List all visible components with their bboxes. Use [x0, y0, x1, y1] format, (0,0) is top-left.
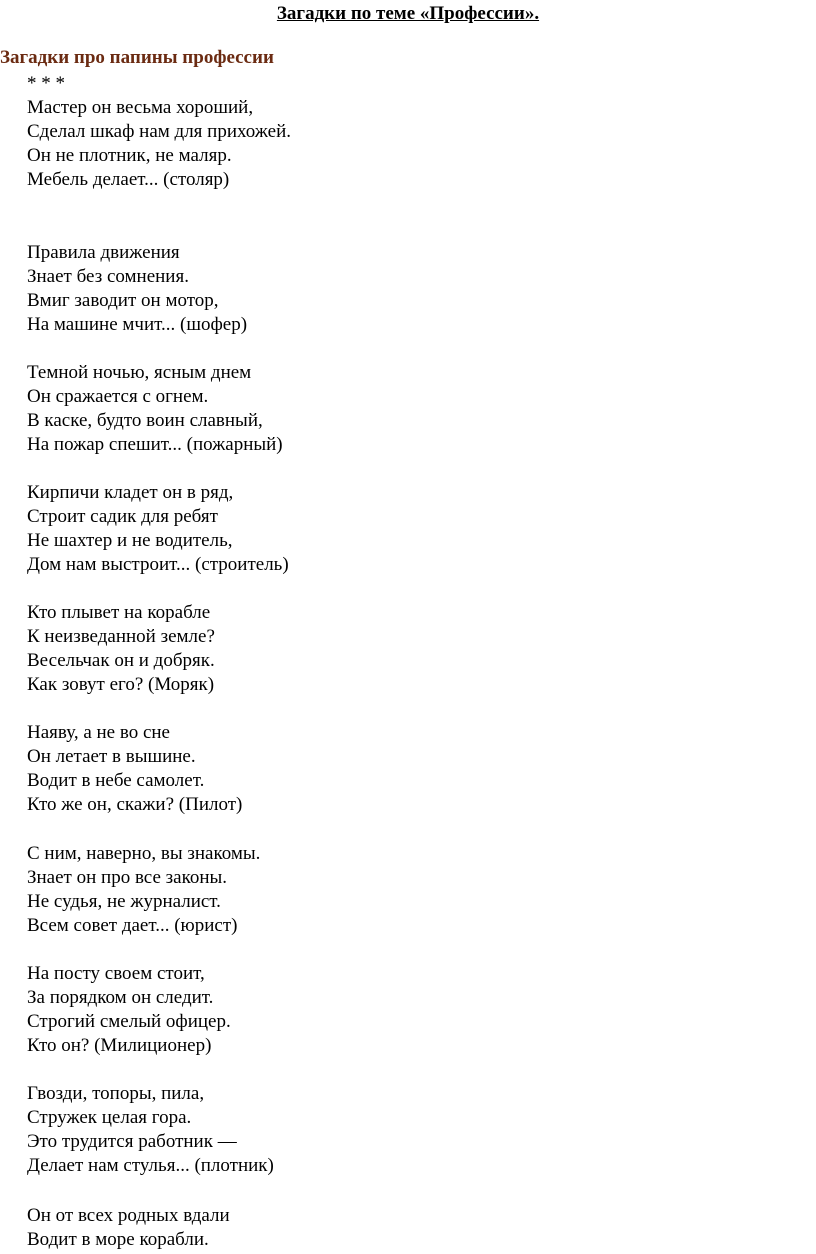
riddle-line: За порядком он следит.: [27, 987, 214, 1008]
riddle-builder: [27, 481, 289, 577]
riddle-carpenter: [27, 1082, 274, 1178]
riddle-line: Стружек целая гора.: [27, 1107, 192, 1128]
riddle-line: Как зовут его? (Моряк): [27, 674, 215, 695]
riddle-line: Весельчак он и добряк.: [27, 650, 215, 671]
riddle-line: Водит в море корабли.: [27, 1229, 209, 1250]
riddle-police-officer: [27, 962, 231, 1058]
document-title: Загадки по теме «Профессии».: [276, 3, 540, 24]
riddle-line: На машине мчит... (шофер): [27, 314, 248, 335]
riddle-sailor: [27, 601, 215, 697]
riddle-line: Он от всех родных вдали: [27, 1205, 230, 1226]
riddle-line: Кто же он, скажи? (Пилот): [27, 794, 243, 815]
riddle-line: Мастер он весьма хороший,: [27, 97, 254, 118]
riddle-line: Он не плотник, не маляр.: [27, 145, 232, 166]
riddle-line: Он летает в вышине.: [27, 746, 196, 767]
riddle-line: Правила движения: [27, 242, 180, 263]
riddle-line: Мебель делает... (столяр): [27, 169, 230, 190]
riddle-line: Не судья, не журналист.: [27, 891, 221, 912]
riddle-line: На пожар спешит... (пожарный): [27, 434, 283, 455]
riddle-line: Не шахтер и не водитель,: [27, 530, 233, 551]
riddle-captain: [27, 1204, 230, 1252]
riddle-line: Он сражается с огнем.: [27, 386, 209, 407]
riddle-line: Кто он? (Милиционер): [27, 1035, 212, 1056]
riddle-line: В каске, будто воин славный,: [27, 410, 263, 431]
riddle-line: Гвозди, топоры, пила,: [27, 1083, 205, 1104]
riddle-line: Кирпичи кладет он в ряд,: [27, 482, 234, 503]
riddle-line: Знает он про все законы.: [27, 867, 228, 888]
riddle-line: С ним, наверно, вы знакомы.: [27, 843, 261, 864]
riddle-line: Вмиг заводит он мотор,: [27, 290, 219, 311]
riddle-firefighter: [27, 361, 283, 457]
riddle-line: Дом нам выстроит... (строитель): [27, 554, 289, 575]
riddle-line: Всем совет дает... (юрист): [27, 915, 238, 936]
riddle-line: Это трудится работник —: [27, 1131, 237, 1152]
stanza-separator: * * *: [27, 73, 65, 94]
riddle-line: Строгий смелый офицер.: [27, 1011, 231, 1032]
section-heading: Загадки про папины профессии: [0, 47, 274, 68]
riddle-line: Знает без сомнения.: [27, 266, 189, 287]
riddle-carpenter-joiner: [27, 96, 291, 192]
riddle-line: Строит садик для ребят: [27, 506, 218, 527]
riddle-line: Темной ночью, ясным днем: [27, 362, 252, 383]
riddle-line: К неизведанной земле?: [27, 626, 215, 647]
riddle-line: Наяву, а не во сне: [27, 722, 170, 743]
riddle-lawyer: [27, 842, 260, 938]
riddle-line: Делает нам стулья... (плотник): [27, 1155, 274, 1176]
riddle-line: На посту своем стоит,: [27, 963, 205, 984]
riddle-driver: [27, 241, 247, 337]
riddle-line: Водит в небе самолет.: [27, 770, 205, 791]
riddle-line: Сделал шкаф нам для прихожей.: [27, 121, 292, 142]
riddle-line: Кто плывет на корабле: [27, 602, 211, 623]
riddle-pilot: [27, 721, 242, 817]
